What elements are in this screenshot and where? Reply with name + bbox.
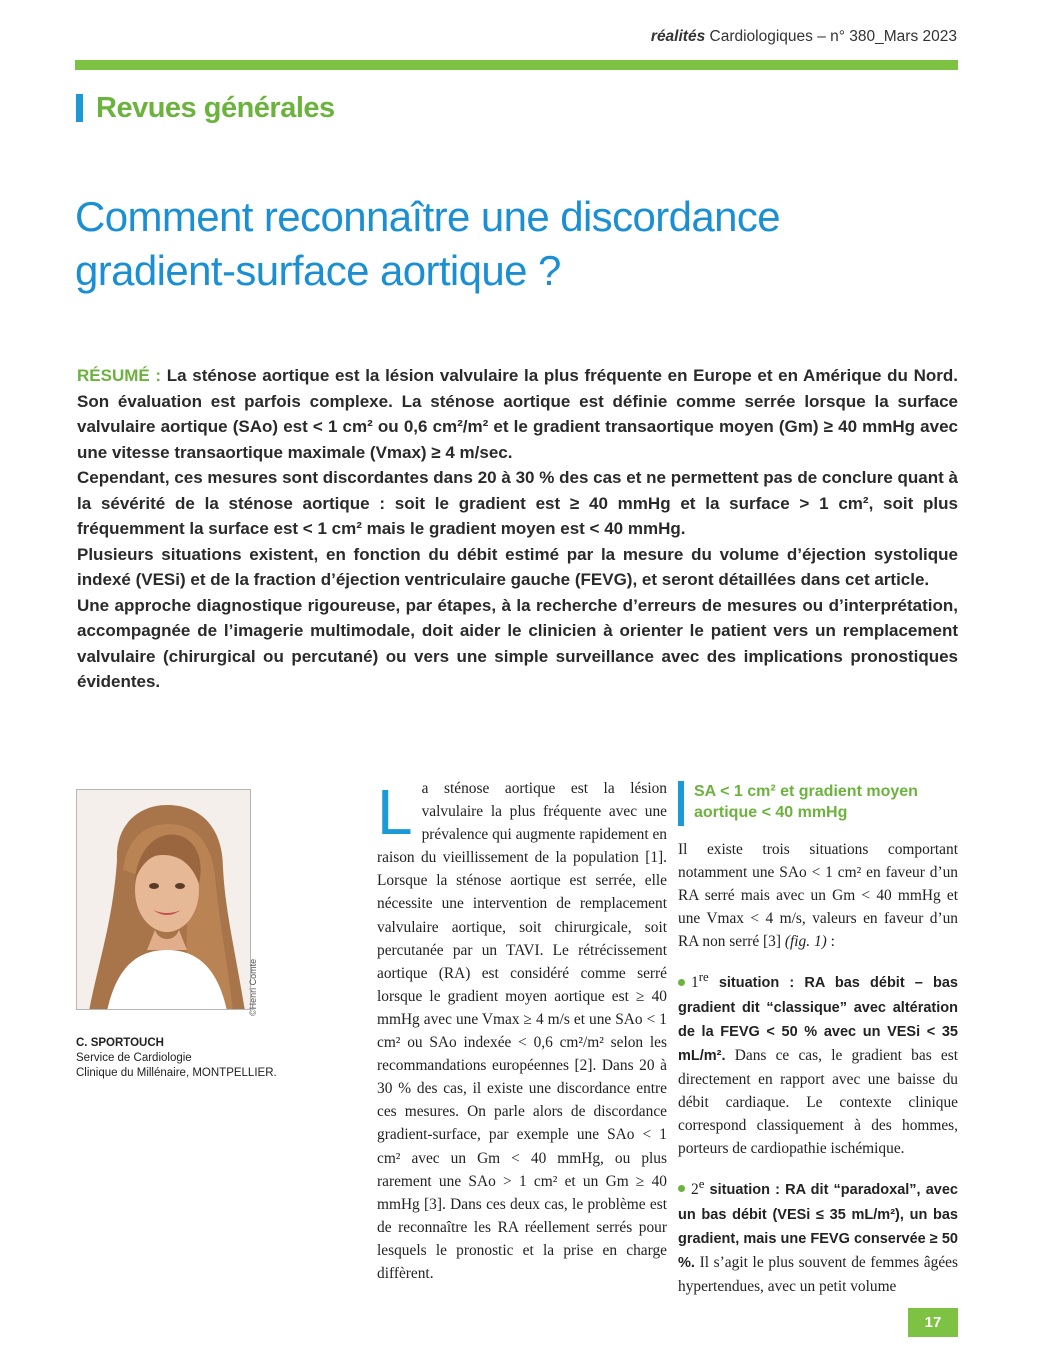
intro-paragraph [377,777,667,1285]
bullet-icon [678,1185,685,1192]
situation-2-title: situation : RA dit “paradoxal”, avec un bas débit (VESi ≤ 35 mL/m²), un bas gradient, mais une FEVG conservée ≥ 50 %. [678,1182,958,1271]
section-intro [678,838,958,953]
photo-credit: ©Henri Comte [248,958,258,1016]
rubric-label: Revues générales [96,91,335,124]
page-number: 17 [908,1308,958,1337]
author-affiliation [76,1036,316,1081]
summary-paragraph-4: Une approche diagnostique rigoureuse, par étapes, à la recherche d’erreurs de mesures ou d’interprétation, accompagnée de l’imagerie multimodale, doit aider le clinicien à orienter le patient vers un remplacement valvulaire (chirurgical ou percutané) ou vers une simple surveillance avec des implications pronostiques évidentes. [77,595,958,691]
section-intro-end: : [826,933,835,951]
situation-2-ordinal: e [698,1177,705,1192]
author-name: C. SPORTOUCH [76,1037,164,1049]
running-head [651,28,957,46]
figure-reference: (fig. 1) [784,933,827,951]
body-column-left [377,777,667,1285]
author-service: Service de Cardiologie [76,1052,192,1064]
body-column-right [678,781,958,1311]
intro-text: a sténose aortique est la lésion valvulaire la plus fréquente avec une prévalence qui augmente rapidement en raison du vieillissement de la population [1]. Lorsque la sténose aortique est serrée, elle nécessite une intervention de remplacement valvulaire aortique, soit chirurgicale, soit percutanée par un TAVI. Le rétrécissement aortique (RA) est considéré comme serré lorsque le gradient moyen aortique est ≥ 40 mmHg avec une Vmax ≥ 4 m/s et une SAo < 1 cm² ou SAo indexée < 0,6 cm²/m² selon les recommandations européennes [2]. Dans 20 à 30 % des cas, il existe une discordance entre ces mesures. On parle alors de discordance gradient-surface, par exemple une SAo < 1 cm² avec un Gm < 40 mmHg, ou plus rarement une SAo > 1 cm² et un Gm ≥ 40 mmHg [3]. Dans ces deux cas, le problème est de reconnaître les RA réellement serrés pour lesquels le pronostic et la prise en charge diffèrent. [377,780,667,1282]
summary [77,363,958,695]
section-heading-text: SA < 1 cm² et gradient moyen aortique < 40 mmHg [694,783,918,821]
author-portrait-illustration [77,790,251,1010]
header-rule [75,60,958,70]
situation-1-text: Dans ce cas, le gradient bas est directement en rapport avec une baisse du débit cardiaque. Le contexte clinique correspond classiquement à des hommes, porteurs de cardiopathie ischémique. [678,1046,958,1158]
section-heading [678,781,958,826]
journal-brand: réalités [650,28,706,45]
title-line-2: gradient-surface aortique ? [75,247,561,294]
summary-text-1: La sténose aortique est la lésion valvulaire la plus fréquente en Europe et en Amérique du Nord. Son évaluation est parfois complexe. La sténose aortique est définie comme serrée lorsque la surface valvulaire aortique (SAo) est < 1 cm² ou 0,6 cm²/m² et le gradient transaortique moyen (Gm) ≥ 40 mmHg avec une vitesse transaortique maximale (Vmax) ≥ 4 m/sec. [77,366,958,462]
section-heading-bar [678,781,684,826]
summary-label: RÉSUMÉ : [77,366,162,385]
situation-2-text: Il s’agit le plus souvent de femmes âgées hypertendues, avec un petit volume [678,1253,958,1295]
rubric-bar [76,94,83,122]
summary-paragraph-2: Cependant, ces mesures sont discordantes dans 20 à 30 % des cas et ne permettent pas de conclure quant à la sévérité de la sténose aortique : soit le gradient est ≥ 40 mmHg et la surface > 1 cm², soit plus fréquemment la surface est < 1 cm² mais le gradient moyen est < 40 mmHg. [77,468,958,538]
bullet-icon [678,979,685,986]
journal-issue: Cardiologiques – n° 380_Mars 2023 [709,28,957,45]
summary-paragraph-1 [77,363,958,465]
situation-1-ordinal: re [698,970,709,985]
situation-1-title: situation : RA bas débit – bas gradient dit “classique” avec altération de la FEVG < 50 % avec un VESi < 35 mL/m². [678,975,958,1064]
situation-2 [678,1173,958,1298]
rubric [76,92,335,124]
section-intro-text: Il existe trois situations comportant notamment une SAo < 1 cm² en faveur d’un RA serré mais avec un Gm < 40 mmHg et une Vmax < 4 m/s, valeurs en faveur d’un RA non serré [3] [678,841,958,951]
title-line-1: Comment reconnaître une discordance [75,193,781,240]
author-clinic: Clinique du Millénaire, MONTPELLIER. [76,1067,277,1079]
situation-2-number: 2 [691,1181,699,1199]
situation-1-number: 1 [691,974,699,992]
drop-cap: L [377,776,413,848]
author-photo [76,789,251,1010]
situation-1 [678,966,958,1160]
summary-paragraph-3: Plusieurs situations existent, en fonction du débit estimé par la mesure du volume d’éjection systolique indexé (VESi) et de la fraction d’éjection ventriculaire gauche (FEVG), et seront détaillées dans cet article. [77,544,958,589]
article-title [75,190,975,298]
